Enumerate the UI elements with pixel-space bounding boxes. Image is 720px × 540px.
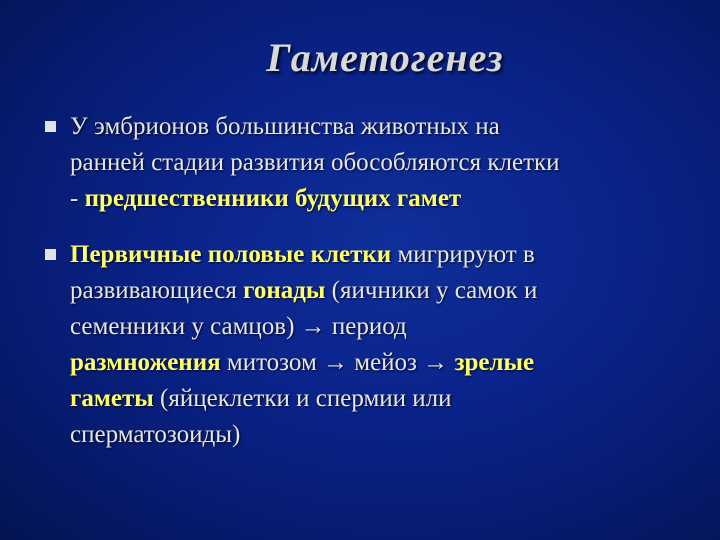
bullet-2-line-5 bbox=[70, 381, 680, 417]
bullet-2-text: митозом → мейоз → bbox=[220, 349, 455, 376]
bullet-2-text: мигрируют в bbox=[391, 241, 535, 268]
bullet-item-1 bbox=[70, 109, 680, 217]
bullet-1-line-1: У эмбрионов большинства животных на bbox=[70, 113, 500, 140]
bullet-item-2 bbox=[70, 237, 680, 453]
bullet-2-line-3: семенники у самцов) → период bbox=[70, 313, 407, 340]
slide-title: Гаметогенез bbox=[266, 35, 504, 80]
bullet-2-highlight-gametes: гаметы bbox=[70, 385, 154, 412]
bullet-2-text: развивающиеся bbox=[70, 277, 244, 304]
bullet-2-highlight-reproduction: размножения bbox=[70, 349, 221, 376]
bullet-2-line-6: сперматозоиды) bbox=[70, 421, 241, 448]
bullet-1-highlight: предшественники будущих гамет bbox=[84, 185, 462, 212]
bullet-2-line-4 bbox=[70, 345, 680, 381]
bullet-2-text: (яйцеклетки и спермии или bbox=[153, 385, 452, 412]
square-bullet-icon bbox=[45, 121, 56, 132]
bullet-1-line-2: ранней стадии развития обособляются клетки bbox=[70, 149, 560, 176]
bullet-1-dash: - bbox=[70, 185, 85, 212]
bullet-2-line-1 bbox=[70, 237, 680, 273]
bullet-2-text: (яичники у самок и bbox=[325, 277, 538, 304]
bullet-2-highlight-mature: зрелые bbox=[454, 349, 535, 376]
bullet-1-line-3 bbox=[70, 181, 680, 217]
bullet-2-highlight-gonads: гонады bbox=[243, 277, 326, 304]
square-bullet-icon bbox=[45, 249, 56, 260]
bullet-2-highlight-germ-cells: Первичные половые клетки bbox=[70, 241, 392, 268]
bullet-2-line-2 bbox=[70, 273, 680, 309]
